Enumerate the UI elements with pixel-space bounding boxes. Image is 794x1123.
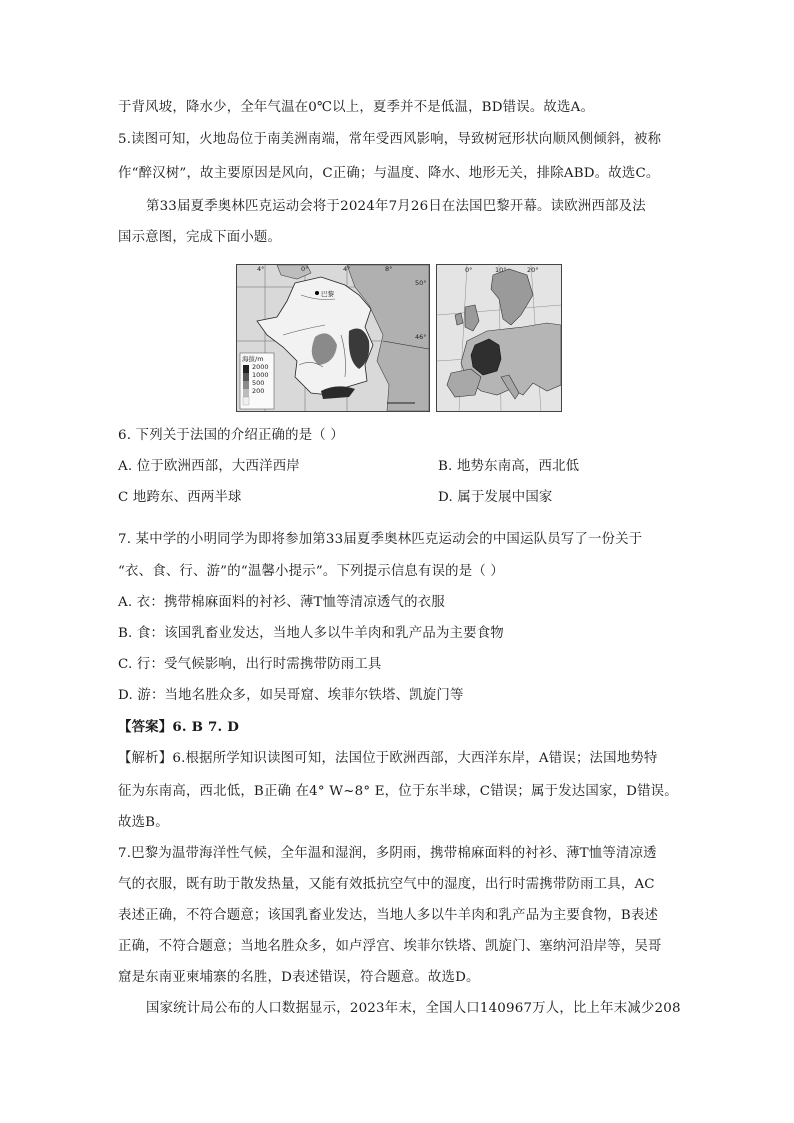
text-line: 于背风坡，降水少，全年气温在0℃以上，夏季并不是低温，BD错误。故选A。 bbox=[118, 100, 595, 115]
text-line: 国家统计局公布的人口数据显示，2023年末，全国人口140967万人，比上年末减少208 bbox=[146, 1001, 681, 1016]
elevation-legend bbox=[240, 353, 274, 409]
legend-value: 2000 bbox=[252, 363, 269, 371]
question-6-stem: 6. 下列关于法国的介绍正确的是（ ） bbox=[118, 428, 344, 443]
answer-line: 【答案】6. B 7. D bbox=[118, 719, 240, 735]
analysis-line: 征为东南高，西北低，B正确 在4° W~8° E，位于东半球，C错误；属于发达国家，D错误。 bbox=[118, 784, 678, 799]
analysis-line: 故选B。 bbox=[118, 815, 169, 830]
question-6-option-b: B. 地势东南高，西北低 bbox=[438, 459, 580, 474]
analysis-line: 【解析】6.根据所学知识读图可知，法国位于欧洲西部，大西洋东岸，A错误；法国地势特 bbox=[118, 751, 658, 766]
legend-value: 500 bbox=[252, 379, 265, 387]
legend-value: 200 bbox=[252, 387, 265, 395]
text-line: 第33届夏季奥林匹克运动会将于2024年7月26日在法国巴黎开幕。读欧洲西部及法 bbox=[146, 199, 646, 214]
map-figure bbox=[236, 264, 560, 412]
question-6-option-a: A. 位于欧洲西部，大西洋西岸 bbox=[118, 459, 300, 474]
europe-locator-map bbox=[436, 264, 562, 412]
lon-label: 0° bbox=[465, 266, 473, 274]
lat-label: 46° bbox=[415, 333, 427, 341]
analysis-line: 7.巴黎为温带海洋性气候，全年温和湿润，多阴雨，携带棉麻面料的衬衫、薄T恤等清凉透 bbox=[118, 846, 657, 861]
lon-label: 10° bbox=[495, 266, 507, 274]
lat-label: 50° bbox=[415, 279, 427, 287]
question-6-option-c: C 地跨东、西两半球 bbox=[118, 490, 242, 505]
text-line: 国示意图，完成下面小题。 bbox=[118, 230, 282, 245]
question-7-option-d: D. 游：当地名胜众多，如吴哥窟、埃菲尔铁塔、凯旋门等 bbox=[118, 688, 464, 703]
text-line: 5.读图可知，火地岛位于南美洲南端，常年受西风影响，导致树冠形状向顺风侧倾斜，被称 bbox=[118, 132, 662, 147]
text-line: 作“醉汉树”，故主要原因是风向，C正确；与温度、降水、地形无关，排除ABD。故选C。 bbox=[118, 166, 660, 181]
lon-label: 4° bbox=[257, 265, 265, 273]
question-6-option-d: D. 属于发展中国家 bbox=[438, 490, 553, 505]
question-7-stem: 7. 某中学的小明同学为即将参加第33届夏季奥林匹克运动会的中国运队员写了一份关于 bbox=[118, 532, 643, 547]
france-map bbox=[236, 264, 430, 412]
lon-label: 4° bbox=[343, 265, 351, 273]
legend-title: 海拔/m bbox=[242, 355, 264, 363]
lon-label: 0° bbox=[301, 265, 309, 273]
legend-value: 1000 bbox=[252, 371, 269, 379]
analysis-line: 窟是东南亚柬埔寨的名胜，D表述错误，符合题意。故选D。 bbox=[118, 970, 480, 985]
question-7-stem: “衣、食、行、游”的“温馨小提示”。下列提示信息有误的是（ ） bbox=[118, 564, 504, 579]
lon-label: 20° bbox=[527, 266, 539, 274]
question-7-option-a: A. 衣：携带棉麻面料的衬衫、薄T恤等清凉透气的衣服 bbox=[118, 595, 445, 610]
analysis-line: 气的衣服，既有助于散发热量，又能有效抵抗空气中的湿度，出行时需携带防雨工具，AC bbox=[118, 877, 655, 892]
analysis-line: 表述正确，不符合题意；该国乳畜业发达，当地人多以牛羊肉和乳产品为主要食物，B表述 bbox=[118, 908, 659, 923]
question-7-option-c: C. 行：受气候影响，出行时需携带防雨工具 bbox=[118, 657, 382, 672]
analysis-line: 正确，不符合题意；当地名胜众多，如卢浮宫、埃菲尔铁塔、凯旋门、塞纳河沿岸等，吴哥 bbox=[118, 939, 662, 954]
question-7-option-b: B. 食：该国乳畜业发达，当地人多以牛羊肉和乳产品为主要食物 bbox=[118, 626, 504, 641]
lon-label: 8° bbox=[385, 265, 393, 273]
paris-label: 巴黎 bbox=[321, 290, 334, 298]
